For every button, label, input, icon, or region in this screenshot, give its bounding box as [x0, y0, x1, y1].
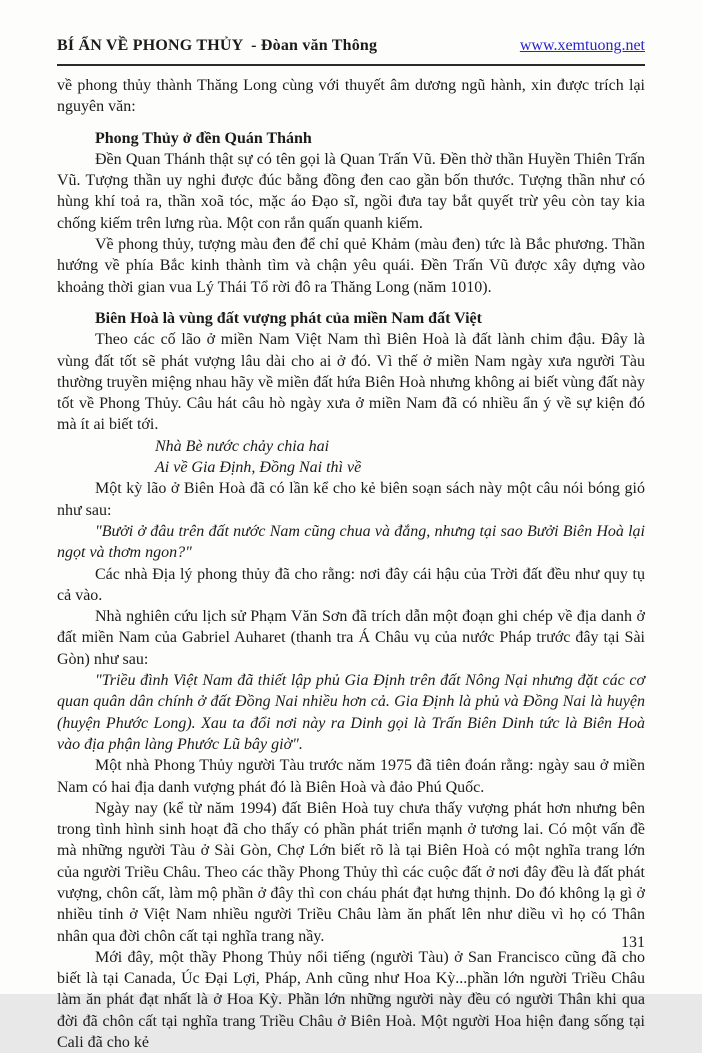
paragraph: Mới đây, một thầy Phong Thủy nổi tiếng (người Tàu) ở San Francisco cũng đã cho biết là tại Canada, Úc Đại Lợi, Pháp, Anh cũng như Hoa Kỳ...phần lớn người Triều Châu làm ăn phát đạt nhất là ở Hoa Kỳ. Phần lớn những người này đều có người Thân khi qua đời đã chôn cất tại nghĩa trang Triều Châu ở Biên Hoà. Một người Hoa hiện đang sống tại Cali đã cho kẻ [57, 948, 645, 1052]
paragraph: Một nhà Phong Thủy người Tàu trước năm 1975 đã tiên đoán rằng: ngày sau ở miền Nam có hai địa danh vượng phát đó là Biên Hoà và đảo Phú Quốc. [57, 757, 645, 796]
section-heading: Phong Thủy ở đền Quán Thánh [95, 129, 312, 147]
book-title: BÍ ẨN VỀ PHONG THỦY - Đòan văn Thông [57, 37, 378, 54]
paragraph: Nhà nghiên cứu lịch sử Phạm Văn Sơn đã trích dẫn một đoạn ghi chép về địa danh ở đất miền Nam của Gabriel Auharet (thanh tra Á Châu vụ của nước Pháp trước đây tại Sài Gòn) như sau: [57, 608, 645, 668]
paragraph: Các nhà Địa lý phong thủy đã cho rằng: nơi đây cái hậu của Trời đất đều như quy tụ cả vào. [57, 565, 645, 604]
paragraph: về phong thủy thành Thăng Long cùng với thuyết âm dương ngũ hành, xin được trích lại nguyên văn: [57, 77, 645, 116]
header-divider [57, 64, 645, 66]
page-header [57, 0, 645, 55]
verse-line: Nhà Bè nước chảy chia hai [155, 437, 330, 455]
paragraph: Theo các cố lão ở miền Nam Việt Nam thì Biên Hoà là đất lành chim đậu. Đây là vùng đất tốt sẽ phát vượng lâu dài cho ai ở đó. Vì thế ở miền Nam ngày xưa người Tàu thường truyền miệng nhau hãy về miền đất hứa Biên Hoà nhưng không ai biết vùng đất này tốt về Phong Thủy. Câu hát câu hò ngày xưa ở miền Nam đã có nhiều ẩn ý về sự kiện đó mà ít ai biết tới. [57, 331, 645, 434]
paragraph: Đền Quan Thánh thật sự có tên gọi là Quan Trấn Vũ. Đền thờ thần Huyền Thiên Trấn Vũ. Tượng thần uy nghi được đúc bằng đồng đen cao gần bốn thước. Tượng thần như có hùng khí toả ra, thần xoã tóc, mặc áo Đạo sĩ, ngồi đưa tay bắt quyết trừ yêu còn tay kia chống kiếm trên lưng rùa. Một con rắn quấn quanh kiếm. [57, 150, 645, 232]
verse-line: Ai về Gia Định, Đồng Nai thì về [155, 459, 362, 477]
quote-paragraph: "Triều đình Việt Nam đã thiết lập phủ Gia Định trên đất Nông Nại nhưng đặt các cơ quan quân dân chính ở đất Đồng Nai nhiều hơn cả. Gia Định là phủ và Đồng Nai là huyện (huyện Phước Long). Xau ta đổi nơi này ra Dinh gọi là Trấn Biên Dinh tức là Biên Hoà vào địa phận làng Phước Lũ bây giờ". [57, 672, 645, 753]
section-heading: Biên Hoà là vùng đất vượng phát của miền Nam đất Việt [95, 309, 482, 327]
quote-paragraph: "Bưởi ở đâu trên đất nước Nam cũng chua và đắng, nhưng tại sao Bưởi Biên Hoà lại ngọt và thơm ngon?" [57, 522, 645, 562]
paragraph: Về phong thủy, tượng màu đen để chỉ quẻ Khảm (màu đen) tức là Bắc phương. Thần hướng về phía Bắc kinh thành tìm và chận yêu quái. Đền Trấn Vũ được xây dựng vào khoảng thời gian vua Lý Thái Tổ rời đô ra Thăng Long (năm 1010). [57, 236, 645, 296]
document-body [57, 75, 645, 1053]
paragraph: Ngày nay (kể từ năm 1994) đất Biên Hoà tuy chưa thấy vượng phát hơn nhưng bên trong tình hình sinh hoạt đã cho thấy có phần phát triển mạnh ở tương lai. Có một vấn đề mà những người Tàu ở Sài Gòn, Chợ Lớn biết rõ là tại Biên Hoà có một nghĩa trang lớn của người Triều Châu. Theo các thầy Phong Thủy thì các cuộc đất ở nơi đây đều là đất phát vượng, chôn cất, làm mộ phần ở đây thì con cháu phát đạt hưng thịnh. Do đó không lạ gì ở nhiều tỉnh ở Việt Nam nhiều người Triều Châu làm ăn phất lên như diều vì họ có Thân nhân qua đời chôn cất tại nghĩa trang nầy. [57, 799, 645, 945]
page-number: 131 [621, 934, 645, 951]
website-link[interactable]: www.xemtuong.net [519, 37, 645, 54]
paragraph: Một kỳ lão ở Biên Hoà đã có lần kể cho kẻ biên soạn sách này một câu nói bóng gió như sau: [57, 480, 645, 519]
